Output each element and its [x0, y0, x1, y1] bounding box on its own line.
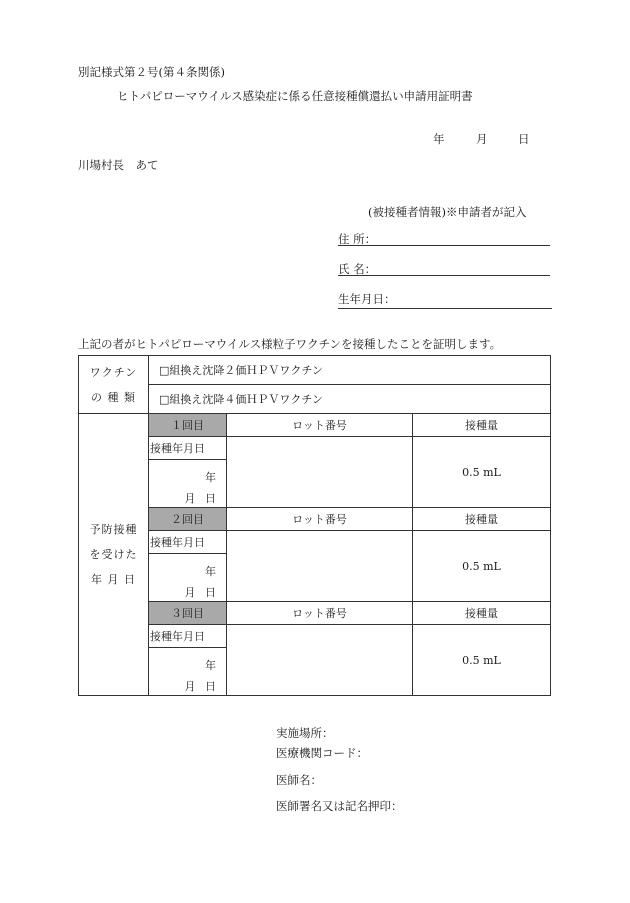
dose-1-month-day: 月 日 — [184, 492, 216, 505]
form-number: 別記様式第２号(第４条関係) — [78, 65, 225, 79]
dose-2-volume-header: 接種量 — [413, 508, 551, 531]
doctor-name-label: 医師名： — [276, 773, 322, 787]
dose-1-date-label: 接種年月日 — [149, 437, 227, 460]
dose-2-label: ２回目 — [149, 508, 227, 531]
dose-1-year: 年 — [205, 471, 216, 484]
dose-2-lot-header: ロット番号 — [227, 508, 413, 531]
birthdate-field[interactable] — [338, 291, 552, 309]
name-label: 氏 名： — [338, 262, 377, 276]
vaccine-option-bivalent[interactable]: □組換え沈降２価ＨＰＶワクチン — [149, 356, 551, 385]
address-field[interactable] — [338, 231, 550, 246]
dose-1-volume-header: 接種量 — [413, 414, 551, 437]
dose-1-label: １回目 — [149, 414, 227, 437]
dose-1-lot-cell[interactable] — [227, 437, 413, 508]
dose-3-label: ３回目 — [149, 602, 227, 625]
vaccination-table — [78, 355, 551, 696]
applicant-heading: (被接種者情報)※申請者が記入 — [368, 205, 527, 219]
dose-2-year: 年 — [205, 565, 216, 578]
dose-3-lot-header: ロット番号 — [227, 602, 413, 625]
birthdate-label: 生年月日： — [338, 292, 396, 306]
dose-3-month-day: 月 日 — [184, 680, 216, 693]
dose-2-date-cell[interactable] — [149, 554, 227, 602]
doctor-signature-label: 医師署名又は記名押印： — [276, 799, 403, 813]
place-label: 実施場所： — [276, 726, 334, 740]
dose-3-lot-cell[interactable] — [227, 625, 413, 696]
name-field[interactable] — [338, 261, 550, 276]
facility-code-label: 医療機関コード： — [276, 746, 368, 760]
date-year: 年 — [433, 132, 445, 146]
dose-3-date-cell[interactable] — [149, 648, 227, 696]
dose-1-lot-header: ロット番号 — [227, 414, 413, 437]
date-month: 月 — [476, 132, 488, 146]
date-day: 日 — [518, 132, 530, 146]
dose-3-volume-header: 接種量 — [413, 602, 551, 625]
document-title: ヒトパピローマウイルス感染症に係る任意接種償還払い申請用証明書 — [117, 89, 473, 103]
dose-3-date-label: 接種年月日 — [149, 625, 227, 648]
certification-statement: 上記の者がヒトパピローマウイルス様粒子ワクチンを接種したことを証明します。 — [78, 337, 502, 351]
vaccine-type-label: ワクチン の 種 類 — [79, 356, 149, 414]
dose-dates-label: 予防接種 を受けた 年 月 日 — [79, 414, 149, 696]
addressee: 川場村長 あて — [78, 158, 159, 172]
dose-1-date-cell[interactable] — [149, 460, 227, 508]
dose-3-volume: 0.5 mL — [413, 625, 551, 696]
dose-2-volume: 0.5 mL — [413, 531, 551, 602]
address-label: 住 所： — [338, 232, 377, 246]
vaccine-option-quadrivalent[interactable]: □組換え沈降４価ＨＰＶワクチン — [149, 385, 551, 414]
dose-2-lot-cell[interactable] — [227, 531, 413, 602]
dose-1-volume: 0.5 mL — [413, 437, 551, 508]
dose-2-month-day: 月 日 — [184, 586, 216, 599]
dose-2-date-label: 接種年月日 — [149, 531, 227, 554]
dose-3-year: 年 — [205, 659, 216, 672]
